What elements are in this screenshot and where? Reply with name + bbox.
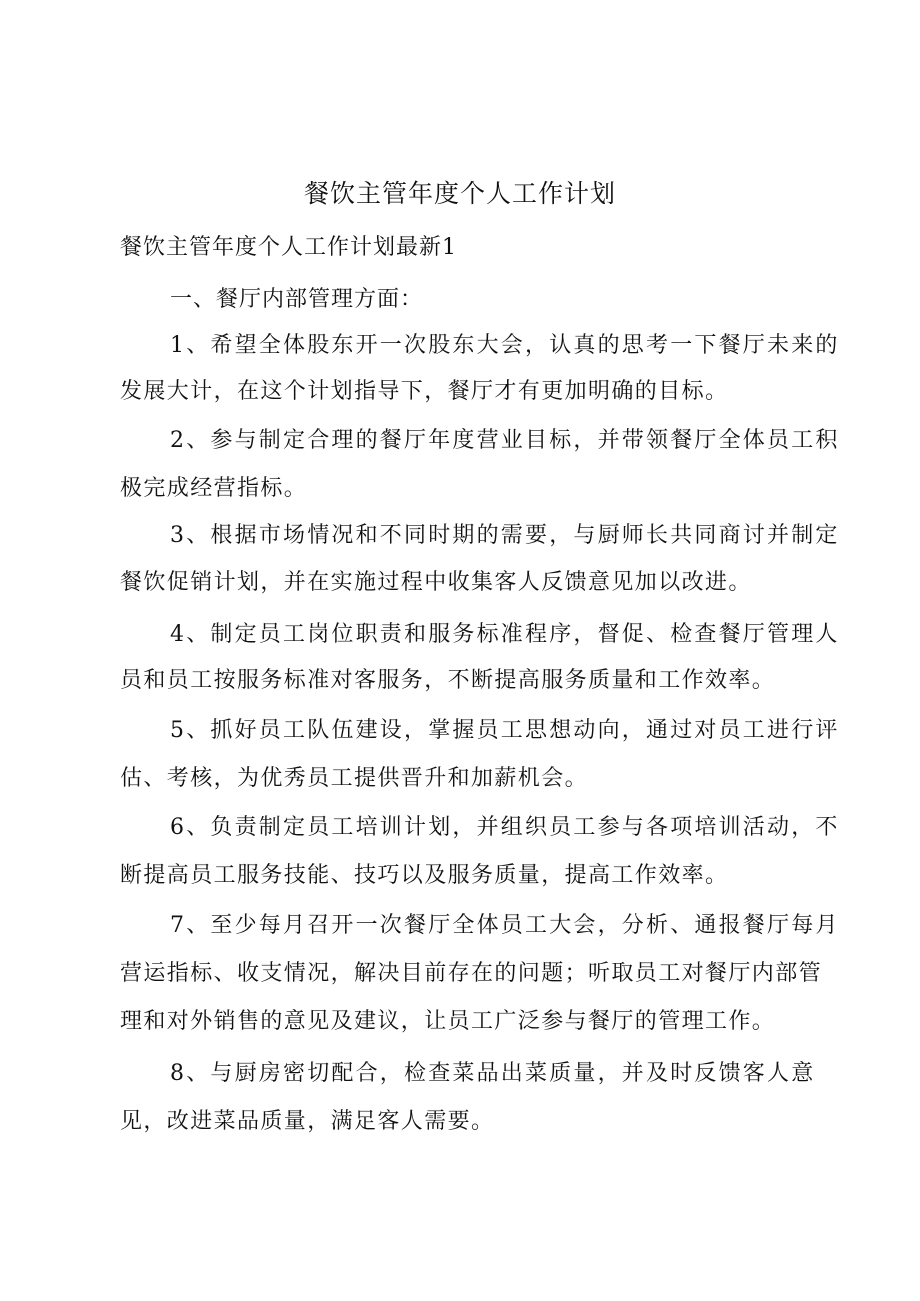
item-4-line-1: 4、制定员工岗位职责和服务标准程序，督促、检查餐厅管理人 <box>170 622 840 647</box>
item-2-line-2: 极完成经营指标。 <box>120 476 308 501</box>
item-2-line-1: 2、参与制定合理的餐厅年度营业目标，并带领餐厅全体员工积 <box>170 428 840 453</box>
item-6-line-2: 断提高员工服务技能、技巧以及服务质量，提高工作效率。 <box>120 863 729 888</box>
item-4-line-2: 员和员工按服务标准对客服务，不断提高服务质量和工作效率。 <box>120 668 776 693</box>
item-7-line-3: 理和对外销售的意见及建议，让员工广泛参与餐厅的管理工作。 <box>120 1009 776 1034</box>
item-1-line-1: 1、希望全体股东开一次股东大会，认真的思考一下餐厅未来的 <box>170 333 840 358</box>
item-3-line-2: 餐饮促销计划，并在实施过程中收集客人反馈意见加以改进。 <box>120 570 752 595</box>
item-7-line-2: 营运指标、收支情况，解决目前存在的问题；听取员工对餐厅内部管 <box>120 961 823 986</box>
item-8-line-1: 8、与厨房密切配合，检查菜品出菜质量，并及时反馈客人意 <box>170 1061 816 1086</box>
item-5-line-2: 估、考核，为优秀员工提供晋升和加薪机会。 <box>120 766 589 791</box>
item-6-line-1: 6、负责制定员工培训计划，并组织员工参与各项培训活动，不 <box>170 815 840 840</box>
item-1-line-2: 发展大计，在这个计划指导下，餐厅才有更加明确的目标。 <box>120 379 729 404</box>
item-8-line-2: 见，改进菜品质量，满足客人需要。 <box>120 1109 495 1134</box>
item-5-line-1: 5、抓好员工队伍建设，掌握员工思想动向，通过对员工进行评 <box>170 718 840 743</box>
document-subtitle: 餐饮主管年度个人工作计划最新1 <box>120 235 457 260</box>
section-heading: 一、餐厅内部管理方面： <box>170 287 424 312</box>
document-title: 餐饮主管年度个人工作计划 <box>303 179 616 208</box>
item-7-line-1: 7、至少每月召开一次餐厅全体员工大会，分析、通报餐厅每月 <box>170 913 840 938</box>
item-3-line-1: 3、根据市场情况和不同时期的需要，与厨师长共同商讨并制定 <box>170 523 840 548</box>
